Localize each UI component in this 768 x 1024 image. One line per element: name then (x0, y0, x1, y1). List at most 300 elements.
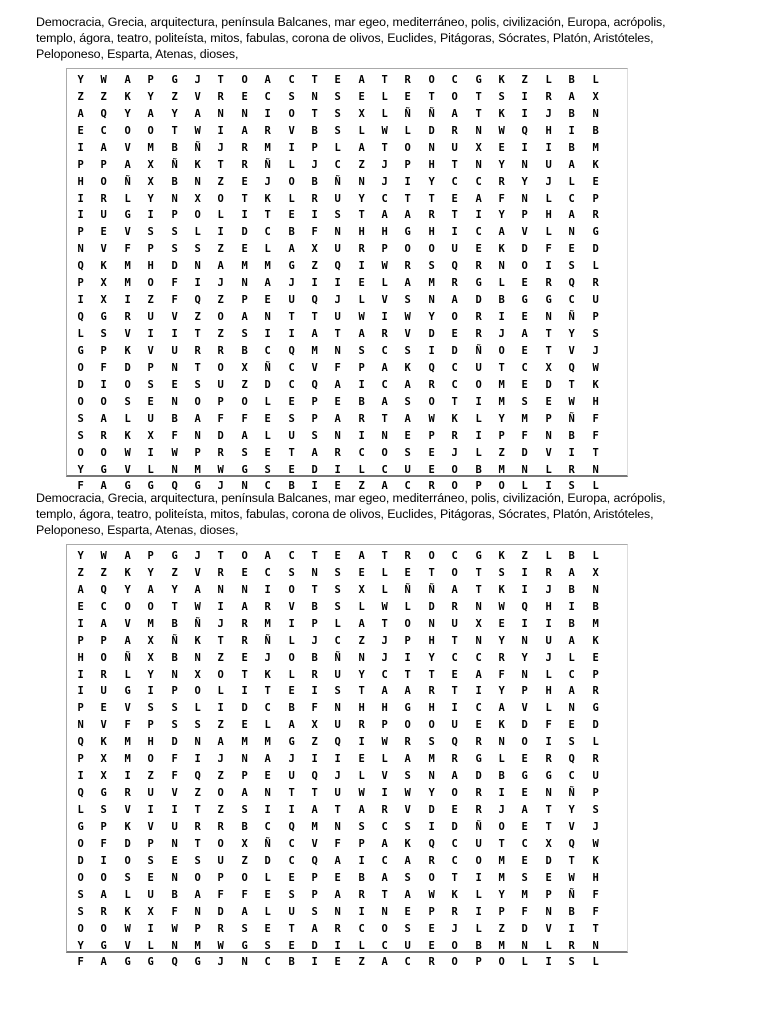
grid-cell: A (358, 548, 365, 562)
grid-cell: N (241, 479, 248, 493)
grid-cell: O (521, 735, 529, 749)
grid-cell: U (334, 786, 342, 800)
grid-cell: T (451, 633, 459, 647)
grid-row (67, 615, 627, 632)
grid-cell: F (311, 701, 318, 715)
grid-cell: Z (77, 565, 84, 579)
grid-cell: O (405, 242, 412, 256)
grid-cell: L (498, 752, 505, 766)
grid-cell: C (451, 836, 459, 850)
grid-cell: R (405, 735, 412, 749)
grid-cell: C (521, 360, 529, 374)
grid-cell: W (568, 870, 576, 884)
grid-cell: E (521, 310, 529, 324)
grid-cell: A (405, 377, 412, 391)
grid-cell: K (405, 836, 412, 850)
grid-cell: C (264, 819, 271, 833)
grid-row (67, 920, 627, 937)
grid-cell: I (288, 327, 295, 341)
grid-cell: L (545, 701, 552, 715)
grid-cell: X (194, 191, 201, 205)
grid-cell: E (334, 479, 342, 493)
grid-cell: S (100, 327, 108, 341)
grid-cell: A (334, 377, 342, 391)
grid-cell: I (358, 735, 365, 749)
grid-cell: H (381, 701, 388, 715)
grid-cell: S (358, 819, 365, 833)
grid-cell: R (592, 208, 599, 222)
grid-cell: N (171, 667, 178, 681)
grid-cell: B (311, 650, 318, 664)
grid-cell: K (498, 242, 505, 256)
grid-cell: X (241, 836, 248, 850)
grid-cell: D (77, 853, 84, 867)
grid-cell: B (171, 140, 178, 154)
grid-cell: A (311, 921, 318, 935)
grid-cell: N (194, 428, 201, 442)
grid-cell: I (217, 123, 225, 137)
grid-cell: P (428, 428, 435, 442)
grid-cell: L (545, 548, 552, 562)
grid-cell: O (405, 718, 412, 732)
grid-row (67, 835, 627, 852)
grid-row (67, 444, 627, 461)
grid-cell: B (288, 479, 295, 493)
grid-cell: R (568, 462, 576, 476)
grid-cell: C (334, 633, 342, 647)
grid-cell: N (77, 242, 84, 256)
grid-cell: O (77, 445, 84, 459)
grid-cell: I (358, 904, 365, 918)
grid-cell: Z (358, 479, 365, 493)
grid-cell: O (124, 123, 131, 137)
grid-cell: O (498, 343, 505, 357)
grid-cell: I (428, 343, 435, 357)
grid-cell: M (124, 735, 131, 749)
grid-cell: P (100, 157, 108, 171)
grid-cell: T (334, 327, 342, 341)
grid-cell: A (381, 394, 388, 408)
grid-cell: C (451, 72, 459, 86)
grid-cell: G (124, 479, 131, 493)
grid-cell: L (217, 208, 225, 222)
grid-cell: V (288, 123, 295, 137)
grid-cell: E (264, 921, 271, 935)
grid-row (67, 88, 627, 105)
grid-cell: U (545, 157, 552, 171)
grid-cell: E (334, 394, 342, 408)
grid-cell: P (405, 157, 412, 171)
grid-cell: T (358, 684, 365, 698)
grid-cell: B (311, 123, 318, 137)
grid-row (67, 139, 627, 156)
grid-cell: H (428, 157, 435, 171)
grid-cell: O (498, 955, 505, 969)
grid-cell: T (381, 887, 388, 901)
grid-cell: X (100, 293, 108, 307)
grid-cell: B (568, 616, 576, 630)
grid-cell: O (100, 174, 108, 188)
grid-cell: A (334, 887, 342, 901)
grid-cell: N (521, 191, 529, 205)
grid-cell: N (241, 752, 248, 766)
grid-cell: O (77, 394, 84, 408)
grid-cell: G (545, 293, 552, 307)
grid-cell: G (124, 684, 131, 698)
grid-cell: T (475, 582, 482, 596)
grid-cell: P (194, 445, 201, 459)
grid-cell: N (358, 174, 365, 188)
grid-cell: F (77, 955, 84, 969)
grid-cell: N (171, 870, 178, 884)
grid-row (67, 427, 627, 444)
grid-cell: C (521, 836, 529, 850)
grid-cell: R (217, 819, 225, 833)
grid-cell: N (241, 582, 248, 596)
grid-cell: Z (100, 89, 108, 103)
grid-cell: G (77, 343, 84, 357)
grid-cell: E (241, 89, 248, 103)
grid-cell: M (147, 616, 155, 630)
grid-cell: C (264, 479, 271, 493)
grid-cell: W (194, 123, 201, 137)
grid-cell: L (194, 701, 201, 715)
grid-cell: R (592, 752, 599, 766)
grid-cell: U (545, 633, 552, 647)
grid-row (67, 767, 627, 784)
grid-cell: B (568, 548, 576, 562)
grid-cell: X (100, 276, 108, 290)
grid-cell: R (475, 735, 482, 749)
grid-cell: B (171, 616, 178, 630)
grid-cell: C (568, 769, 576, 783)
grid-cell: Q (334, 735, 342, 749)
grid-cell: D (545, 377, 552, 391)
grid-cell: I (100, 853, 108, 867)
grid-cell: N (521, 157, 529, 171)
grid-row (67, 291, 627, 308)
grid-cell: U (171, 343, 178, 357)
grid-cell: N (498, 735, 505, 749)
grid-cell: L (592, 479, 599, 493)
grid-cell: R (428, 479, 435, 493)
grid-cell: K (592, 157, 599, 171)
grid-cell: U (217, 853, 225, 867)
grid-cell: J (288, 276, 295, 290)
grid-cell: S (405, 921, 412, 935)
grid-cell: S (405, 870, 412, 884)
grid-cell: F (334, 360, 342, 374)
grid-cell: R (124, 310, 131, 324)
grid-cell: I (171, 327, 178, 341)
grid-cell: I (124, 293, 131, 307)
grid-cell: G (194, 955, 201, 969)
grid-cell: T (264, 208, 271, 222)
grid-cell: J (311, 633, 318, 647)
grid-cell: Z (498, 921, 505, 935)
grid-row (67, 122, 627, 139)
grid-cell: Q (521, 123, 529, 137)
grid-cell: T (451, 157, 459, 171)
grid-cell: W (124, 921, 131, 935)
grid-cell: T (311, 548, 318, 562)
grid-row (67, 598, 627, 615)
grid-cell: M (498, 853, 505, 867)
grid-cell: O (77, 836, 84, 850)
grid-cell: W (498, 123, 505, 137)
grid-cell: U (451, 140, 459, 154)
grid-cell: E (264, 887, 271, 901)
grid-cell: J (545, 106, 552, 120)
grid-cell: Ñ (264, 360, 271, 374)
grid-cell: I (77, 191, 84, 205)
grid-cell: Q (77, 786, 84, 800)
grid-cell: I (381, 786, 388, 800)
grid-cell: R (475, 803, 482, 817)
grid-cell: O (405, 616, 412, 630)
grid-cell: T (568, 377, 576, 391)
grid-cell: A (288, 718, 295, 732)
grid-cell: A (475, 191, 482, 205)
grid-cell: S (358, 343, 365, 357)
grid-cell: R (194, 819, 201, 833)
grid-cell: O (194, 208, 201, 222)
grid-cell: P (77, 752, 84, 766)
grid-cell: A (498, 225, 505, 239)
grid-cell: P (475, 479, 482, 493)
grid-cell: Y (77, 548, 84, 562)
grid-cell: U (147, 411, 155, 425)
grid-cell: A (264, 752, 271, 766)
grid-cell: T (405, 667, 412, 681)
grid-cell: N (217, 106, 225, 120)
grid-cell: R (475, 310, 482, 324)
grid-cell: M (428, 276, 435, 290)
grid-cell: N (311, 89, 318, 103)
grid-cell: L (545, 667, 552, 681)
grid-cell: O (498, 819, 505, 833)
grid-cell: Ñ (171, 633, 178, 647)
grid-cell: I (381, 310, 388, 324)
grid-cell: D (171, 259, 178, 273)
grid-cell: B (171, 887, 178, 901)
grid-cell: L (545, 72, 552, 86)
grid-cell: N (545, 786, 552, 800)
grid-cell: L (358, 462, 365, 476)
grid-cell: S (334, 599, 342, 613)
grid-cell: J (381, 650, 388, 664)
grid-cell: L (124, 411, 131, 425)
grid-cell: S (592, 803, 599, 817)
grid-cell: J (381, 157, 388, 171)
grid-cell: N (194, 174, 201, 188)
grid-cell: I (77, 684, 84, 698)
grid-cell: I (311, 752, 318, 766)
grid-cell: U (334, 718, 342, 732)
grid-cell: L (475, 445, 482, 459)
grid-cell: P (147, 242, 155, 256)
grid-cell: R (592, 684, 599, 698)
grid-cell: I (194, 276, 201, 290)
grid-cell: H (592, 394, 599, 408)
grid-cell: Z (171, 89, 178, 103)
grid-cell: I (147, 327, 155, 341)
grid-cell: W (428, 887, 435, 901)
grid-cell: I (568, 445, 576, 459)
grid-cell: U (405, 938, 412, 952)
grid-cell: F (498, 667, 505, 681)
grid-cell: N (475, 633, 482, 647)
grid-cell: G (241, 938, 248, 952)
grid-cell: O (77, 870, 84, 884)
grid-cell: O (194, 684, 201, 698)
grid-cell: E (545, 870, 552, 884)
grid-cell: I (475, 870, 482, 884)
grid-cell: I (100, 377, 108, 391)
grid-cell: E (288, 684, 295, 698)
grid-cell: C (100, 123, 108, 137)
grid-cell: R (264, 123, 271, 137)
grid-cell: S (288, 565, 295, 579)
grid-cell: T (428, 565, 435, 579)
grid-cell: P (592, 667, 599, 681)
grid-cell: S (568, 955, 576, 969)
grid-cell: F (100, 360, 108, 374)
grid-cell: P (381, 242, 388, 256)
grid-cell: E (521, 786, 529, 800)
grid-cell: X (545, 836, 552, 850)
grid-cell: P (405, 633, 412, 647)
grid-cell: R (451, 599, 459, 613)
grid-cell: Z (521, 548, 529, 562)
grid-cell: P (100, 343, 108, 357)
grid-cell: R (124, 786, 131, 800)
grid-cell: C (381, 191, 388, 205)
grid-cell: Z (171, 565, 178, 579)
grid-cell: E (428, 445, 435, 459)
grid-cell: E (568, 718, 576, 732)
grid-cell: I (124, 769, 131, 783)
grid-cell: K (194, 157, 201, 171)
grid-cell: D (428, 803, 435, 817)
grid-cell: N (381, 904, 388, 918)
grid-cell: W (381, 123, 388, 137)
grid-cell: Y (147, 565, 155, 579)
grid-cell: T (545, 327, 552, 341)
grid-cell: B (498, 769, 505, 783)
grid-cell: V (381, 769, 388, 783)
grid-cell: J (592, 819, 599, 833)
grid-cell: U (334, 310, 342, 324)
grid-cell: B (288, 955, 295, 969)
grid-cell: O (100, 921, 108, 935)
grid-cell: R (381, 803, 388, 817)
grid-cell: F (171, 428, 178, 442)
grid-cell: B (358, 394, 365, 408)
grid-cell: T (451, 684, 459, 698)
grid-cell: D (475, 769, 482, 783)
grid-cell: R (194, 343, 201, 357)
grid-cell: L (498, 276, 505, 290)
grid-cell: H (381, 225, 388, 239)
grid-cell: U (405, 462, 412, 476)
grid-cell: I (475, 904, 482, 918)
grid-cell: S (147, 853, 155, 867)
grid-cell: R (428, 377, 435, 391)
grid-cell: L (358, 769, 365, 783)
grid-cell: T (288, 310, 295, 324)
grid-cell: X (311, 718, 318, 732)
grid-cell: V (521, 225, 529, 239)
grid-cell: E (405, 904, 412, 918)
grid-cell: Z (77, 89, 84, 103)
grid-cell: I (311, 684, 318, 698)
grid-cell: O (451, 479, 459, 493)
grid-cell: U (288, 428, 295, 442)
grid-cell: I (405, 650, 412, 664)
grid-cell: I (147, 803, 155, 817)
grid-cell: I (545, 735, 552, 749)
grid-cell: N (521, 938, 529, 952)
grid-cell: I (451, 225, 459, 239)
grid-cell: B (241, 343, 248, 357)
grid-cell: R (545, 89, 552, 103)
grid-cell: B (498, 293, 505, 307)
grid-cell: C (288, 377, 295, 391)
grid-cell: E (241, 650, 248, 664)
grid-cell: E (405, 428, 412, 442)
grid-cell: E (147, 394, 155, 408)
grid-cell: F (171, 293, 178, 307)
grid-cell: D (77, 377, 84, 391)
grid-cell: Ñ (124, 650, 131, 664)
grid-row (67, 683, 627, 700)
grid-cell: A (264, 276, 271, 290)
grid-cell: Y (428, 650, 435, 664)
grid-cell: A (381, 208, 388, 222)
grid-cell: L (264, 242, 271, 256)
grid-cell: E (334, 548, 342, 562)
grid-cell: S (124, 394, 131, 408)
grid-cell: T (381, 140, 388, 154)
grid-cell: K (194, 633, 201, 647)
grid-cell: N (194, 904, 201, 918)
grid-cell: O (475, 853, 482, 867)
grid-cell: P (592, 786, 599, 800)
grid-cell: O (217, 786, 225, 800)
grid-cell: W (358, 310, 365, 324)
grid-cell: J (451, 921, 459, 935)
grid-cell: Z (217, 327, 225, 341)
grid-row (67, 71, 627, 88)
grid-cell: I (358, 853, 365, 867)
grid-cell: M (241, 259, 248, 273)
grid-cell: D (521, 718, 529, 732)
grid-cell: H (428, 701, 435, 715)
grid-cell: K (592, 633, 599, 647)
grid-cell: A (100, 140, 108, 154)
grid-cell: F (171, 769, 178, 783)
grid-cell: Q (568, 752, 576, 766)
grid-cell: K (498, 582, 505, 596)
grid-cell: G (545, 769, 552, 783)
grid-cell: M (498, 377, 505, 391)
grid-cell: Ñ (568, 310, 576, 324)
grid-cell: W (498, 599, 505, 613)
grid-cell: A (194, 582, 201, 596)
word-list-line: templo, ágora, teatro, politeísta, mitos, fabulas, corona de olivos, Euclides, Pitágoras, Sócrates, Platón, Aristóteles, (36, 31, 654, 45)
grid-cell: Z (147, 293, 155, 307)
